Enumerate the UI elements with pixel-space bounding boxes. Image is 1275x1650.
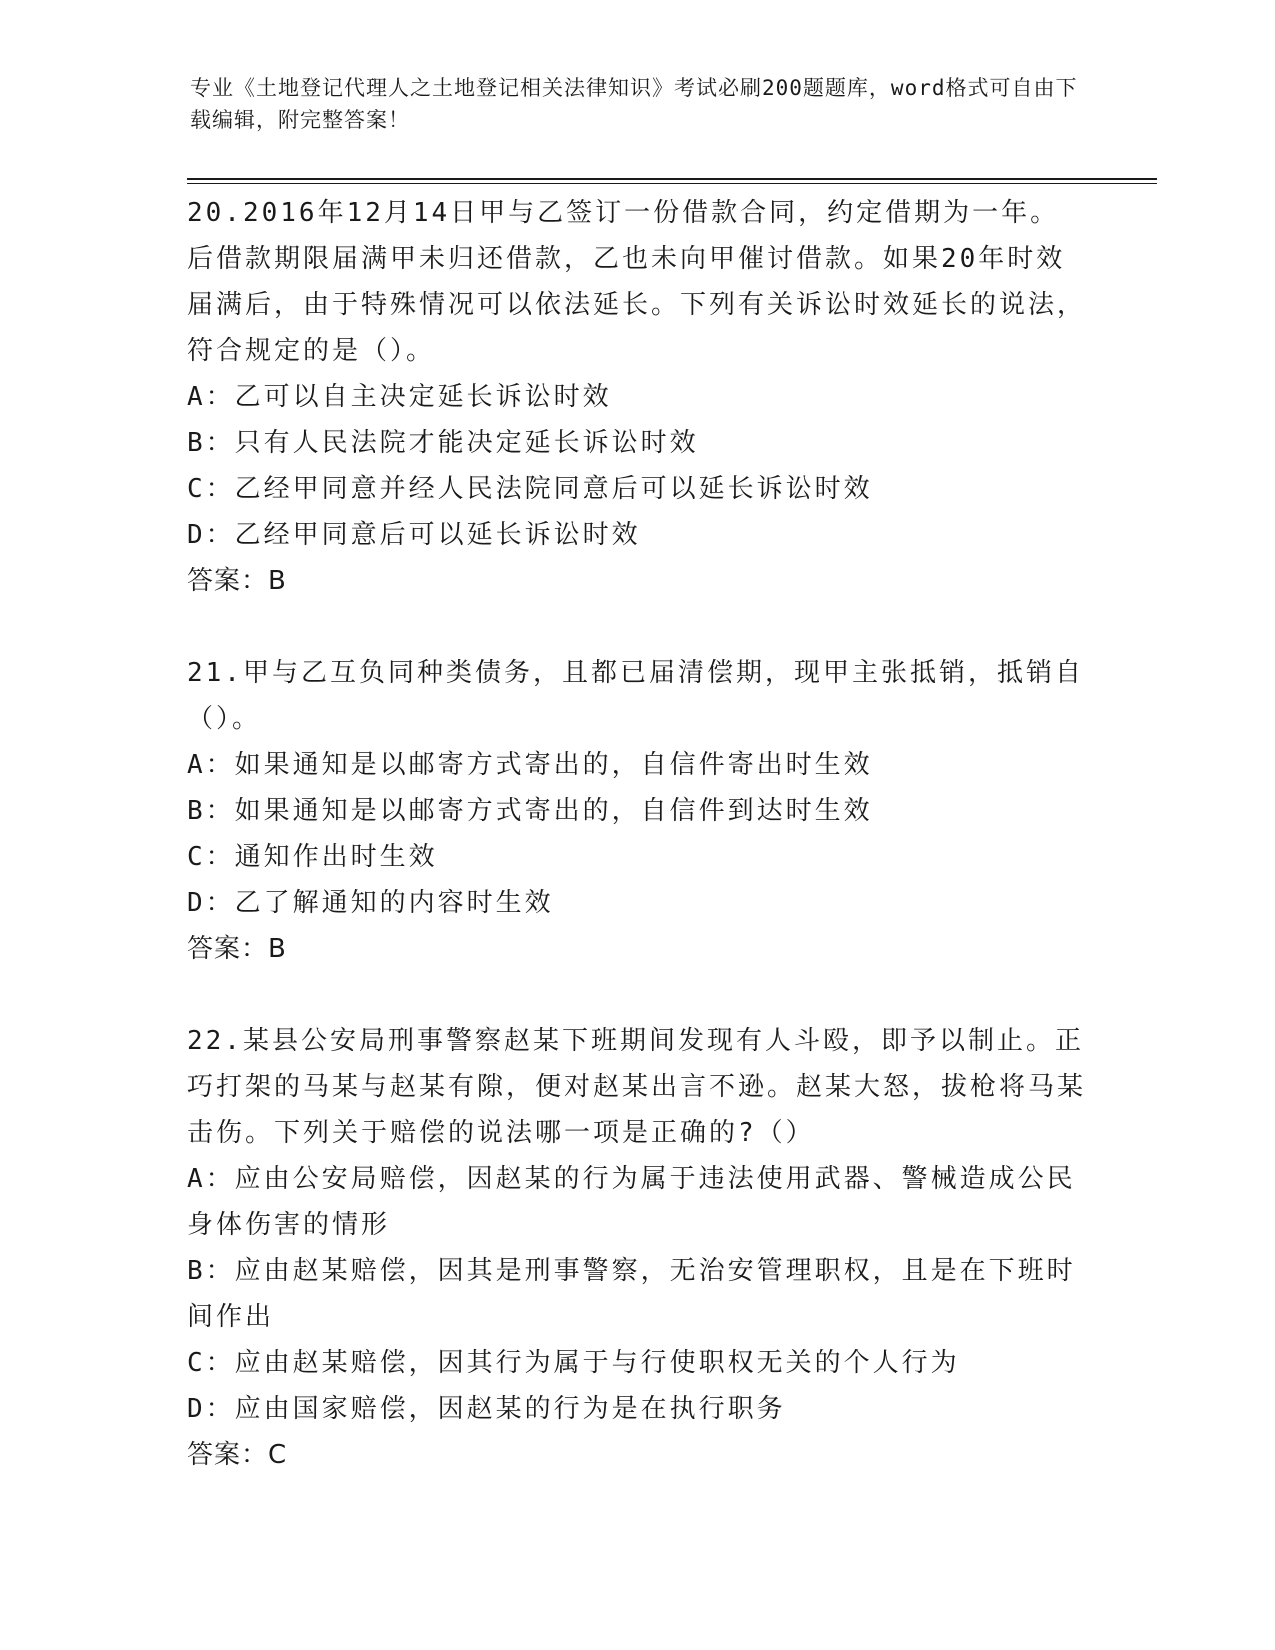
spacer [187,604,1087,650]
option-d: D：乙了解通知的内容时生效 [187,888,554,918]
question-21 [187,650,1087,972]
option-b: B：如果通知是以邮寄方式寄出的，自信件到达时生效 [187,796,873,826]
spacer [187,972,1087,1018]
document-header [190,72,1090,136]
header-divider-thick [187,178,1157,180]
option-a: A：乙可以自主决定延长诉讼时效 [187,382,612,412]
question-22 [187,1018,1087,1478]
option-b: B：应由赵某赔偿，因其是刑事警察，无治安管理职权，且是在下班时间作出 [187,1256,1076,1332]
option-c: C：应由赵某赔偿，因其行为属于与行使职权无关的个人行为 [187,1348,960,1378]
option-d: D：应由国家赔偿，因赵某的行为是在执行职务 [187,1394,786,1424]
question-text: 20.2016年12月14日甲与乙签订一份借款合同，约定借期为一年。后借款期限届满甲未归还借款，乙也未向甲催讨借款。如果20年时效届满后，由于特殊情况可以依法延长。下列有关诉讼时效延长的说法，符合规定的是（）。 [187,198,1087,366]
option-d: D：乙经甲同意后可以延长诉讼时效 [187,520,641,550]
header-divider-thin [187,183,1157,184]
question-text: 21.甲与乙互负同种类债务，且都已届清偿期，现甲主张抵销，抵销自（）。 [187,658,1084,734]
option-c: C：通知作出时生效 [187,842,438,872]
question-text: 22.某县公安局刑事警察赵某下班期间发现有人斗殴，即予以制止。正巧打架的马某与赵某有隙，便对赵某出言不逊。赵某大怒，拔枪将马某击伤。下列关于赔偿的说法哪一项是正确的?（） [187,1026,1087,1148]
option-a: A：如果通知是以邮寄方式寄出的，自信件寄出时生效 [187,750,873,780]
answer: 答案：B [187,934,287,964]
answer: 答案：B [187,566,287,596]
header-text: 专业《土地登记代理人之土地登记相关法律知识》考试必刷200题题库，word格式可自由下载编辑，附完整答案！ [190,76,1078,132]
option-c: C：乙经甲同意并经人民法院同意后可以延长诉讼时效 [187,474,873,504]
question-list [187,190,1087,1478]
answer: 答案：C [187,1440,288,1470]
option-b: B：只有人民法院才能决定延长诉讼时效 [187,428,699,458]
option-a: A：应由公安局赔偿，因赵某的行为属于违法使用武器、警械造成公民身体伤害的情形 [187,1164,1076,1240]
question-20 [187,190,1087,604]
